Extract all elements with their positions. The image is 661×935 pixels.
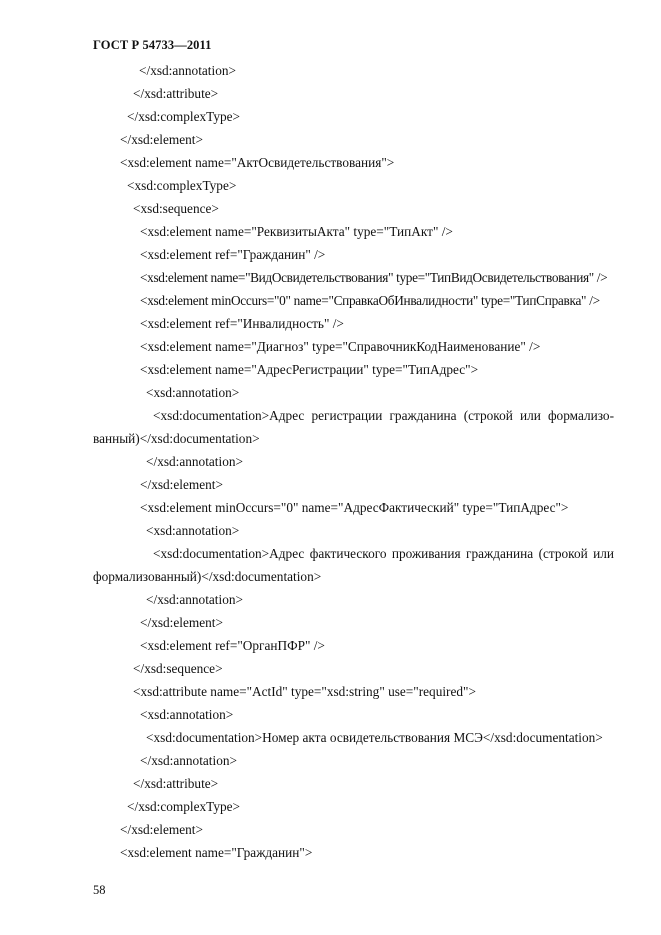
code-line: </xsd:attribute> [133,776,219,791]
wrapped-documentation [93,546,614,585]
code-line: </xsd:annotation> [146,454,243,469]
code-line: <xsd:element name="РеквизитыАкта" type="ТипАкт" /> [140,224,453,239]
code-line: <xsd:documentation>Номер акта освидетельствования МСЭ</xsd:documentation> [146,730,603,745]
document-header: ГОСТ Р 54733—2011 [93,38,212,52]
code-line: <xsd:element minOccurs="0" name="СправкаОбИнвалидности" type="ТипСправка" /> [140,293,600,308]
code-line: </xsd:element> [140,477,223,492]
code-line: <xsd:element ref="ОрганПФР" /> [140,638,325,653]
code-line: <xsd:element name="Гражданин"> [120,845,313,860]
code-line: </xsd:element> [120,132,203,147]
code-line: <xsd:element name="ВидОсвидетельствования" type="ТипВидОсвидетельствования" /> [140,270,608,285]
code-line: </xsd:annotation> [139,63,236,78]
code-line: </xsd:complexType> [127,799,241,814]
code-line: <xsd:element ref="Гражданин" /> [140,247,326,262]
code-line: </xsd:complexType> [127,109,241,124]
code-line: <xsd:documentation>Адрес фактического проживания гражданина (строкой или [153,546,614,561]
code-line: <xsd:sequence> [133,201,219,216]
code-line: </xsd:annotation> [146,592,243,607]
code-line: </xsd:element> [120,822,203,837]
code-line: формализованный)</xsd:documentation> [93,569,322,584]
code-line: <xsd:element ref="Инвалидность" /> [140,316,344,331]
page-number: 58 [93,883,106,897]
code-line: </xsd:sequence> [133,661,223,676]
code-line: <xsd:annotation> [140,707,234,722]
code-line: <xsd:attribute name="ActId" type="xsd:string" use="required"> [133,684,476,699]
code-line: </xsd:annotation> [140,753,237,768]
code-line: <xsd:element name="Диагноз" type="СправочникКодНаименование" /> [140,339,541,354]
code-line: </xsd:element> [140,615,223,630]
code-line: ванный)</xsd:documentation> [93,431,260,446]
code-line: <xsd:annotation> [146,385,240,400]
code-line: <xsd:element name="АктОсвидетельствования"> [120,155,395,170]
code-line: </xsd:attribute> [133,86,219,101]
code-line: <xsd:element name="АдресРегистрации" type="ТипАдрес"> [140,362,479,377]
code-line: <xsd:annotation> [146,523,240,538]
code-line: <xsd:documentation>Адрес регистрации гражданина (строкой или формализо- [153,408,614,423]
wrapped-documentation [93,408,614,447]
code-line: <xsd:element minOccurs="0" name="АдресФактический" type="ТипАдрес"> [140,500,569,515]
code-line: <xsd:complexType> [127,178,237,193]
